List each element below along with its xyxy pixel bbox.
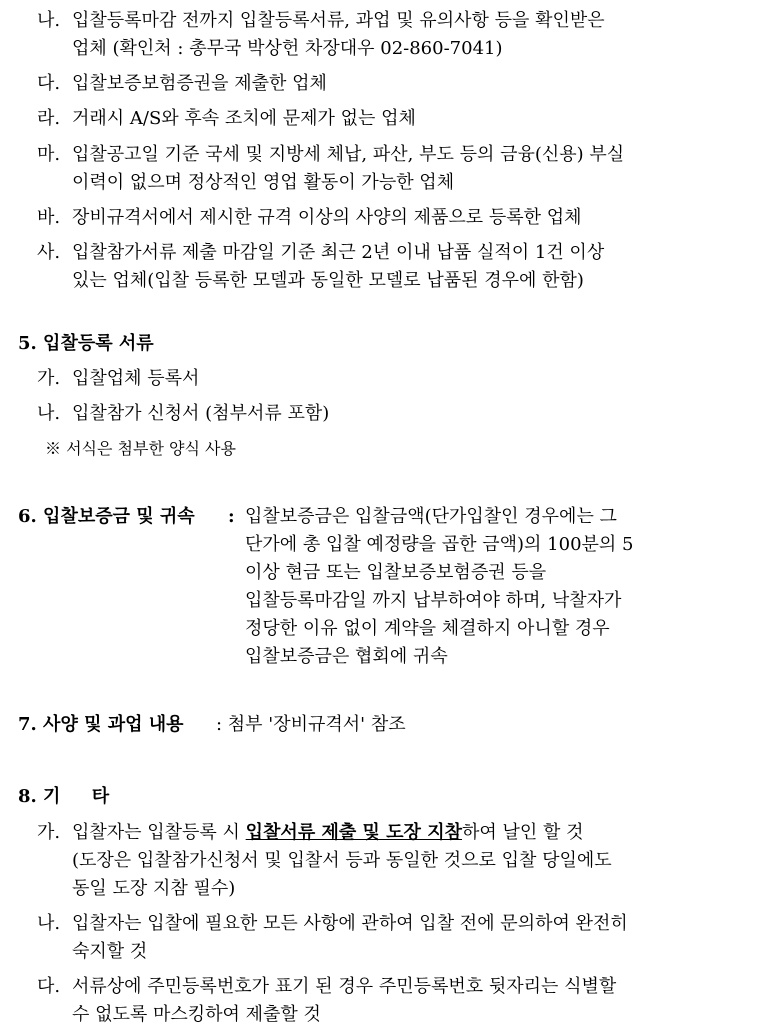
item-text-line [72, 822, 584, 844]
item-marker: 가. [37, 822, 61, 843]
section-heading: 8. 기 타 [18, 786, 110, 807]
item-marker: 나. [37, 403, 61, 424]
item-text: 입찰업체 등록서 [72, 368, 200, 389]
item-marker: 나. [37, 10, 61, 31]
emphasis-text: 입찰서류 제출 및 도장 지참 [245, 822, 462, 843]
item-text: 입찰자는 입찰에 필요한 모든 사항에 관하여 입찰 전에 문의하여 완전히 [72, 913, 628, 934]
item-text: 있는 업체(입찰 등록한 모델과 동일한 모델로 납품된 경우에 한함) [72, 270, 584, 291]
item-marker: 사. [37, 242, 61, 263]
item-marker: 나. [37, 913, 61, 934]
paragraph-line: 정당한 이유 없이 계약을 체결하지 아니할 경우 [245, 618, 610, 639]
item-marker: 가. [37, 368, 61, 389]
paragraph-line: 입찰보증금은 입찰금액(단가입찰인 경우에는 그 [245, 506, 617, 527]
section-heading: 5. 입찰등록 서류 [18, 333, 154, 354]
item-text: 입찰자는 입찰등록 시 [72, 822, 246, 843]
item-marker: 바. [37, 207, 61, 228]
item-marker: 다. [37, 976, 61, 997]
item-text: 이력이 없으며 정상적인 영업 활동이 가능한 업체 [72, 172, 455, 193]
item-text: 입찰등록마감 전까지 입찰등록서류, 과업 및 유의사항 등을 확인받은 [72, 10, 605, 31]
item-text: 동일 도장 지참 필수) [72, 878, 236, 899]
item-text: 거래시 A/S와 후속 조치에 문제가 없는 업체 [72, 108, 416, 129]
paragraph-line: 입찰등록마감일 까지 납부하여야 하며, 낙찰자가 [245, 590, 622, 611]
item-text: 입찰보증보험증권을 제출한 업체 [72, 73, 327, 94]
item-text: 입찰공고일 기준 국세 및 지방세 체납, 파산, 부도 등의 금융(신용) 부실 [72, 144, 625, 165]
item-marker: 마. [37, 144, 61, 165]
section-heading: 6. 입찰보증금 및 귀속 [18, 506, 195, 527]
item-text: 입찰참가서류 제출 마감일 기준 최근 2년 이내 납품 실적이 1건 이상 [72, 242, 605, 263]
item-marker: 다. [37, 73, 61, 94]
item-marker: 라. [37, 108, 61, 129]
heading-colon: : [228, 506, 235, 527]
item-text: 입찰참가 신청서 (첨부서류 포함) [72, 403, 330, 424]
item-text: 업체 (확인처 : 총무국 박상헌 차장대우 02-860-7041) [72, 38, 503, 59]
section-heading: 7. 사양 및 과업 내용 [18, 714, 184, 735]
item-text: (도장은 입찰참가신청서 및 입찰서 등과 동일한 것으로 입찰 당일에도 [72, 850, 612, 871]
note-text: ※ 서식은 첨부한 양식 사용 [45, 439, 236, 458]
item-text: 장비규격서에서 제시한 규격 이상의 사양의 제품으로 등록한 업체 [72, 207, 582, 228]
section-text: : 첨부 '장비규격서' 참조 [216, 714, 406, 735]
paragraph-line: 이상 현금 또는 입찰보증보험증권 등을 [245, 562, 547, 583]
item-text: 서류상에 주민등록번호가 표기 된 경우 주민등록번호 뒷자리는 식별할 [72, 976, 617, 997]
paragraph-line: 입찰보증금은 협회에 귀속 [245, 646, 448, 667]
paragraph-line: 단가에 총 입찰 예정량을 곱한 금액)의 100분의 5 [245, 534, 634, 555]
item-text: 숙지할 것 [72, 941, 148, 962]
item-text: 하여 날인 할 것 [462, 822, 584, 843]
item-text: 수 없도록 마스킹하여 제출할 것 [72, 1004, 321, 1025]
